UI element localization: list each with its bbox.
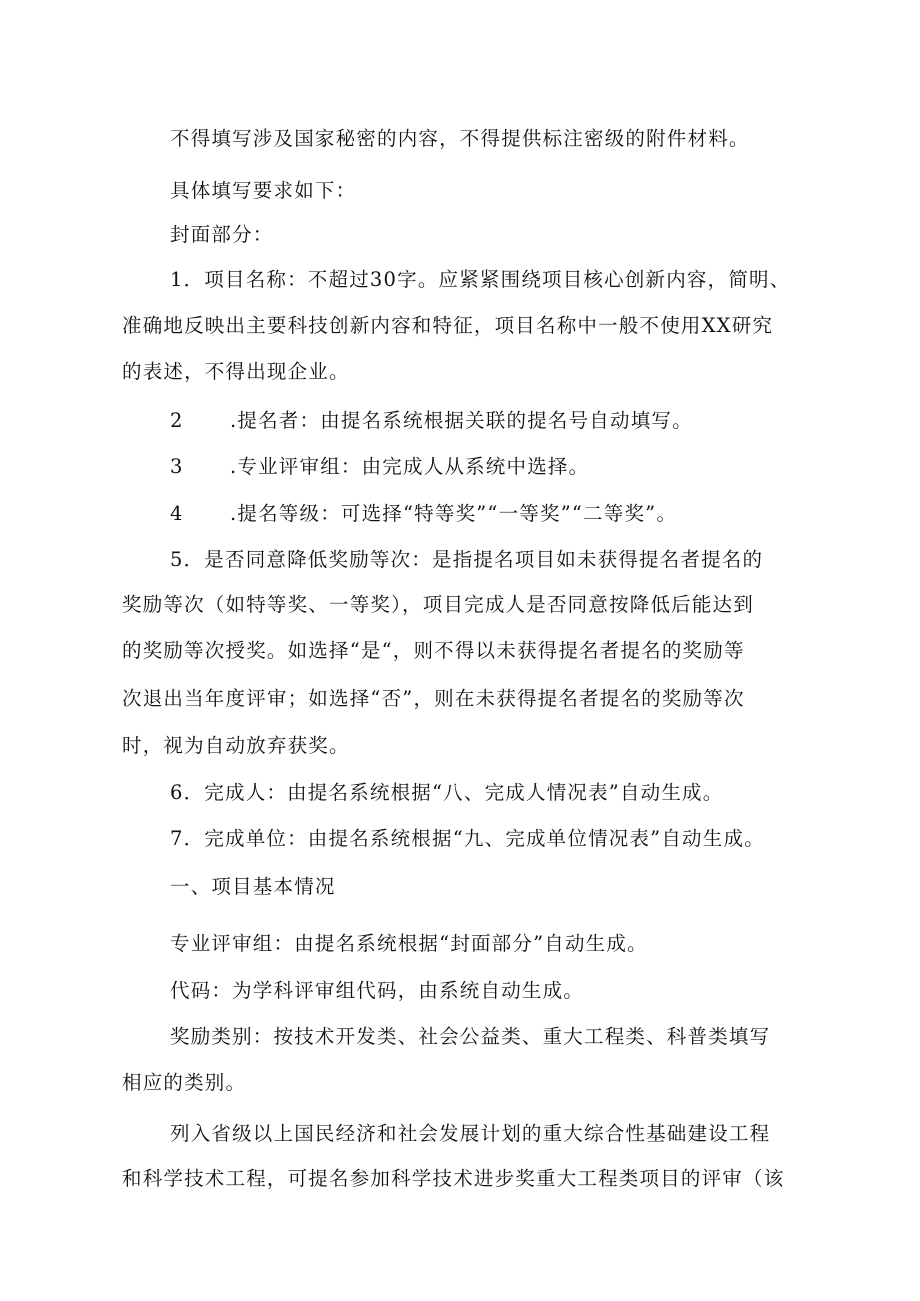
- item-5-line-5: 时，视为自动放弃获奖。: [122, 734, 350, 757]
- paragraph-requirements-intro: 具体填写要求如下：: [170, 179, 357, 202]
- item-7: 7．完成单位：由提名系统根据“九、完成单位情况表”自动生成。: [170, 827, 765, 850]
- item-5-line-4: 次退出当年度评审；如选择“否”，则在未获得提名者提名的奖励等次: [122, 687, 745, 710]
- paragraph-review-group: 专业评审组：由提名系统根据“封面部分”自动生成。: [170, 932, 648, 955]
- paragraph-secrecy-notice: 不得填写涉及国家秘密的内容，不得提供标注密级的附件材料。: [170, 127, 750, 150]
- paragraph-major-project-line-1: 列入省级以上国民经济和社会发展计划的重大综合性基础建设工程: [170, 1122, 771, 1145]
- item-4-text: .提名等级：可选择“特等奖”“一等奖”“二等奖”。: [230, 502, 678, 525]
- item-2-text: .提名者：由提名系统根据关联的提名号自动填写。: [230, 409, 693, 432]
- item-5-line-3: 的奖励等次授奖。如选择“是“，则不得以未获得提名者提名的奖励等: [122, 639, 745, 662]
- item-1-line-1: 1．项目名称：不超过30字。应紧紧围绕项目核心创新内容，简明、: [170, 268, 791, 291]
- paragraph-code: 代码：为学科评审组代码，由系统自动生成。: [170, 979, 585, 1002]
- item-1-line-2: 准确地反映出主要科技创新内容和特征，项目名称中一般不使用XX研究: [122, 314, 774, 337]
- paragraph-major-project-line-2: 和科学技术工程，可提名参加科学技术进步奖重大工程类项目的评审（该: [122, 1167, 785, 1190]
- item-5-line-2: 奖励等次（如特等奖、一等奖），项目完成人是否同意按降低后能达到: [122, 593, 754, 616]
- item-3-number: 3: [170, 455, 184, 478]
- item-2-number: 2: [170, 409, 184, 432]
- item-6: 6．完成人：由提名系统根据“八、完成人情况表”自动生成。: [170, 781, 724, 804]
- paragraph-award-category-line-2: 相应的类别。: [122, 1071, 247, 1094]
- item-4-number: 4: [170, 502, 184, 525]
- item-5-line-1: 5．是否同意降低奖励等次：是指提名项目如未获得提名者提名的: [170, 548, 764, 571]
- heading-project-basic-info: 一、项目基本情况: [170, 875, 336, 898]
- item-3-text: .专业评审组：由完成人从系统中选择。: [230, 455, 590, 478]
- heading-cover-section: 封面部分：: [170, 223, 274, 246]
- paragraph-award-category-line-1: 奖励类别：按技术开发类、社会公益类、重大工程类、科普类填写: [170, 1025, 771, 1048]
- item-1-line-3: 的表述，不得出现企业。: [122, 360, 350, 383]
